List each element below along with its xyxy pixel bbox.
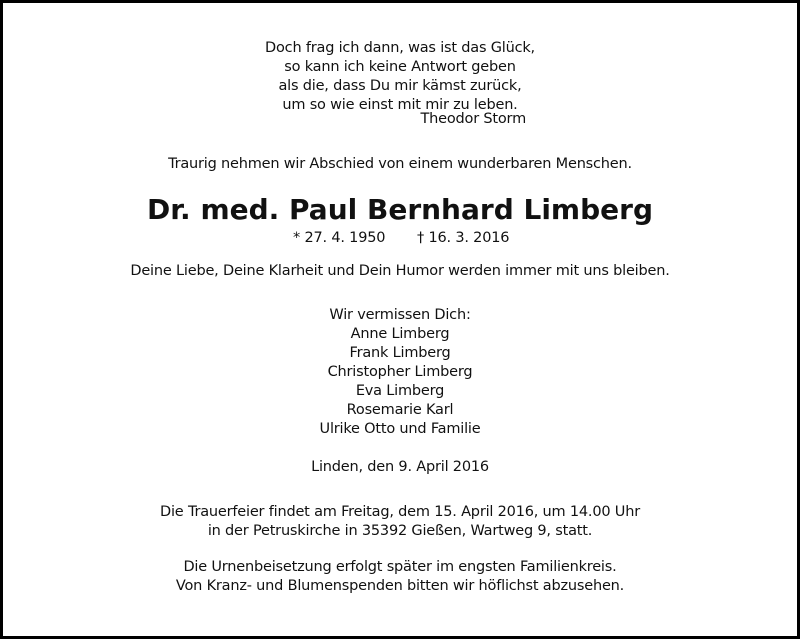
poem-line: als die, dass Du mir kämst zurück, (278, 78, 522, 94)
deceased-name: Dr. med. Paul Bernhard Limberg (147, 193, 653, 226)
mourner-name: Ulrike Otto und Familie (319, 421, 481, 437)
poem-line: um so wie einst mit mir zu leben. (282, 97, 518, 113)
place-date: Linden, den 9. April 2016 (311, 459, 489, 475)
poem-author: Theodor Storm (420, 111, 526, 127)
ceremony-line: Die Trauerfeier findet am Freitag, dem 15. April 2016, um 14.00 Uhr (160, 504, 640, 520)
mourner-name: Frank Limberg (349, 345, 451, 361)
poem-quote (3, 39, 797, 127)
intro-text: Traurig nehmen wir Abschied von einem wunderbaren Menschen. (168, 156, 632, 172)
tribute-text: Deine Liebe, Deine Klarheit und Dein Humor werden immer mit uns bleiben. (130, 263, 670, 279)
mourner-name: Christopher Limberg (327, 364, 473, 380)
poem-line: Doch frag ich dann, was ist das Glück, (265, 40, 535, 56)
ceremony-line: in der Petruskirche in 35392 Gießen, Wartweg 9, statt. (207, 523, 593, 539)
notice-line: Von Kranz- und Blumenspenden bitten wir höflichst abzusehen. (175, 578, 625, 594)
death-date: † 16. 3. 2016 (417, 230, 510, 246)
mourner-name: Eva Limberg (355, 383, 445, 399)
poem-line: so kann ich keine Antwort geben (284, 59, 516, 75)
mourner-name: Anne Limberg (350, 326, 450, 342)
mourners-list (3, 306, 797, 439)
birth-date: * 27. 4. 1950 (293, 230, 386, 246)
notice-line: Die Urnenbeisetzung erfolgt später im engsten Familienkreis. (183, 559, 617, 575)
mourners-heading: Wir vermissen Dich: (329, 307, 471, 323)
mourner-name: Rosemarie Karl (346, 402, 454, 418)
